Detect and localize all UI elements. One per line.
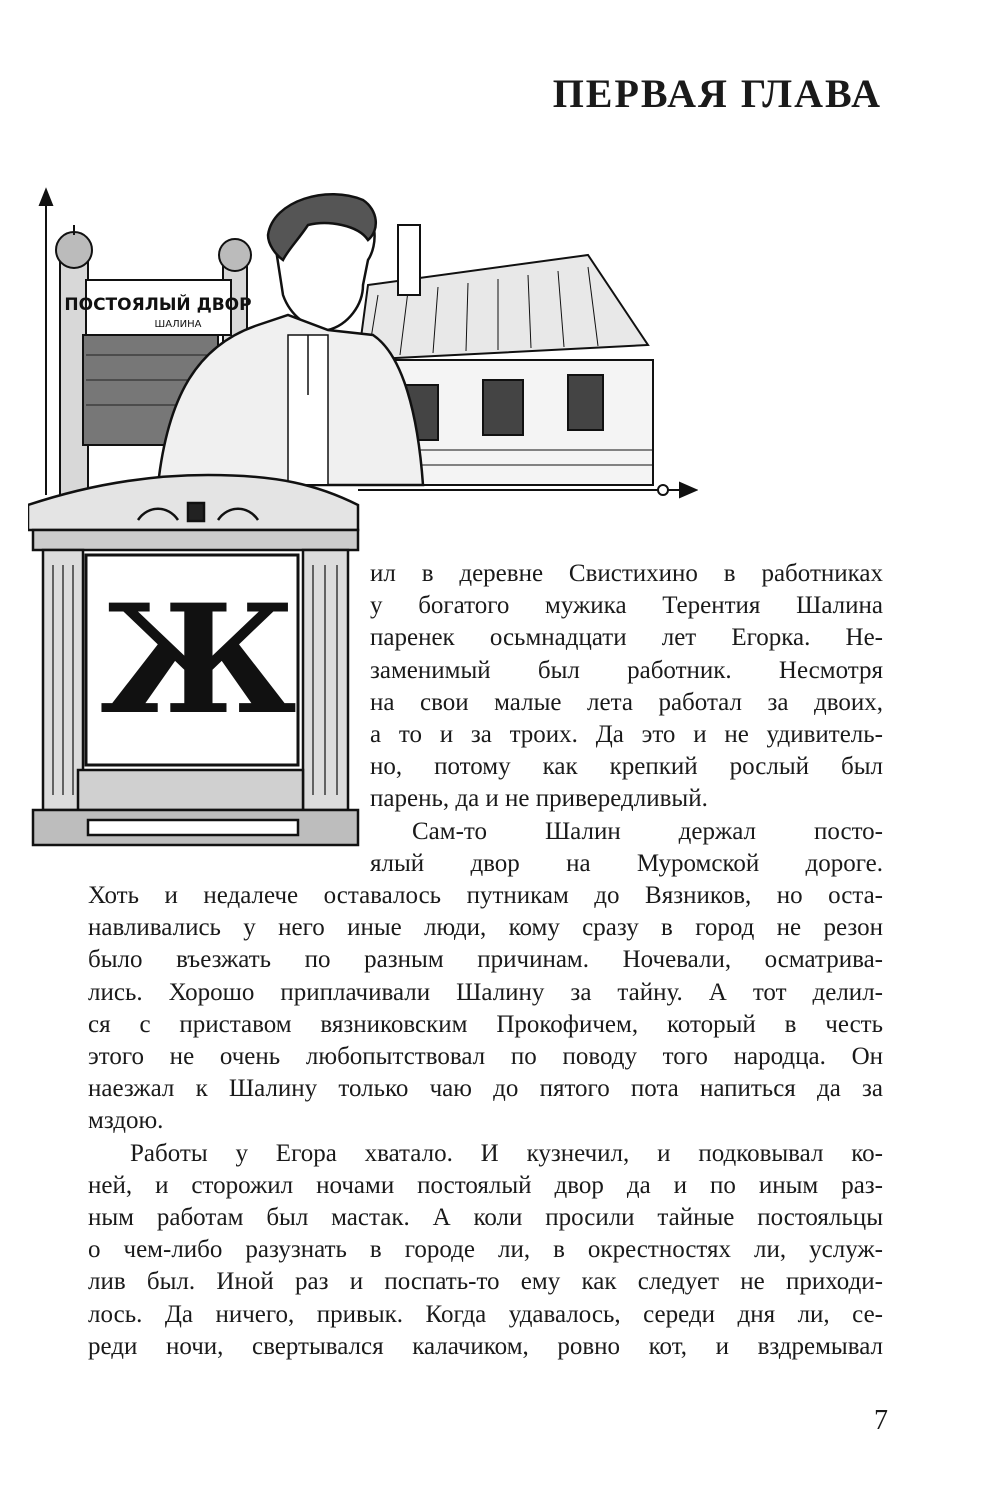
text-line: ным работам был мастак. А коли просили тайные постояльцы [88, 1204, 883, 1232]
text-line: Хоть и недалече оставалось путникам до Вязников, но оста- [88, 882, 883, 909]
text-line: а то и за троих. Да это и не удивитель- [370, 721, 883, 749]
text-line: на свои малые лета работал за двоих, [370, 688, 883, 716]
text-line: наезжал к Шалину только чаю до пятого пота напиться да за [88, 1075, 883, 1103]
text-line: Работы у Егора хватало. И кузнечил, и подковывал ко- [130, 1139, 883, 1167]
text-line: ил в деревне Свистихино в работниках [370, 560, 883, 587]
text-column-narrow [370, 558, 883, 880]
sign-subtext: ШАЛИНА [154, 319, 202, 330]
text-line: о чем-либо разузнать в городе ли, в окрестностях ли, услуж- [88, 1236, 883, 1264]
text-line: лив был. Иной раз и поспать-то ему как следует не приходи- [88, 1268, 883, 1296]
chapter-title: ПЕРВАЯ ГЛАВА [552, 71, 882, 116]
text-line: реди ночи, свертывался калачиком, ровно кот, и вздремывал [88, 1332, 883, 1360]
text-line: паренек осьмнадцати лет Егорка. Не- [370, 624, 883, 652]
text-line: лись. Хорошо приплачивали Шалину за тайну. А тот делил- [88, 978, 883, 1006]
text-line: но, потому как крепкий рослый был [370, 753, 883, 781]
text-line: у богатого мужика Терентия Шалина [370, 592, 883, 620]
text-line: навливались у него иные люди, кому сразу в город не резон [88, 914, 883, 942]
text-line: этого не очень любопытствовал по поводу того народца. Он [88, 1043, 883, 1071]
text-line: парень, да и не привередливый. [370, 785, 708, 813]
text-line: лось. Да ничего, привык. Когда удавалось, середи дня ли, се- [88, 1300, 883, 1328]
page-number: 7 [874, 1405, 888, 1436]
text-column-full [88, 880, 883, 1363]
text-line: ялый двор на Муромской дороге. [370, 849, 883, 877]
text-line: было въезжать по разным причинам. Ночевали, осматрива- [88, 946, 883, 974]
text-line: ся с приставом вязниковским Прокофичем, который в честь [88, 1010, 883, 1038]
drop-cap: Ж [100, 572, 297, 748]
text-line: ней, и сторожил ночами постоялый двор да и по иным раз- [88, 1171, 883, 1199]
text-line: мздою. [88, 1107, 164, 1135]
text-line: заменимый был работник. Несмотря [370, 656, 883, 684]
sign-text: ПОСТОЯЛЫЙ ДВОР [64, 295, 252, 315]
text-line: Сам-то Шалин держал посто- [412, 817, 883, 845]
